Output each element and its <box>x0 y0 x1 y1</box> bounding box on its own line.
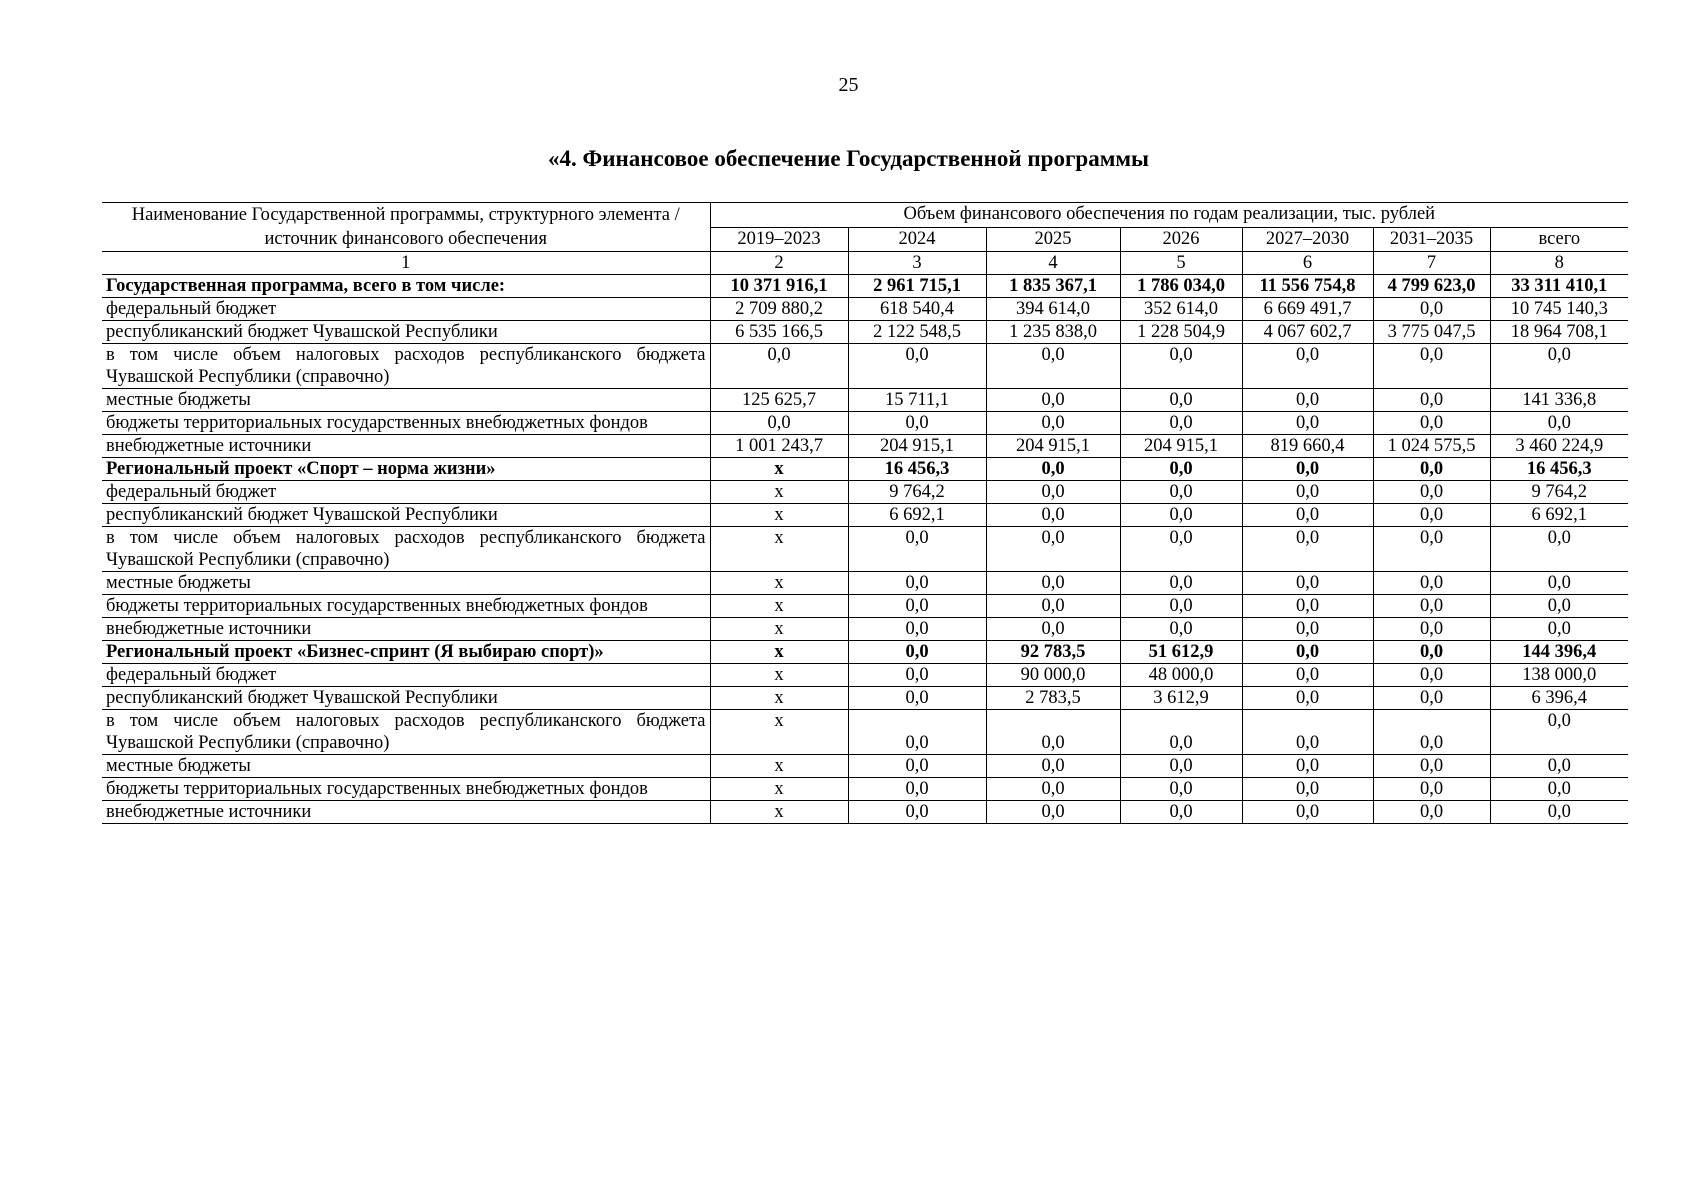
row-value: 9 764,2 <box>848 481 986 504</box>
row-value: х <box>710 801 848 824</box>
row-value: 1 001 243,7 <box>710 435 848 458</box>
row-value: 352 614,0 <box>1120 298 1242 321</box>
row-value: 0,0 <box>1120 481 1242 504</box>
row-value: 0,0 <box>1242 344 1373 389</box>
table-row <box>102 298 1628 321</box>
row-value: х <box>710 664 848 687</box>
row-value: 204 915,1 <box>1120 435 1242 458</box>
row-name: бюджеты территориальных государственных внебюджетных фондов <box>102 412 710 435</box>
column-number: 7 <box>1373 252 1490 275</box>
row-value: 2 783,5 <box>986 687 1120 710</box>
page-number: 25 <box>838 74 859 96</box>
row-value: 0,0 <box>1373 412 1490 435</box>
row-value: 0,0 <box>1373 755 1490 778</box>
row-value: 0,0 <box>986 389 1120 412</box>
row-value: 0,0 <box>848 755 986 778</box>
row-value: 0,0 <box>1242 595 1373 618</box>
table-row <box>102 595 1628 618</box>
row-value: 33 311 410,1 <box>1490 275 1628 298</box>
row-name: Государственная программа, всего в том числе: <box>102 275 710 298</box>
row-value: 0,0 <box>986 618 1120 641</box>
header-name: Наименование Государственной программы, структурного элемента / источник финансового обеспечения <box>102 203 710 252</box>
row-value: 0,0 <box>1242 572 1373 595</box>
header-year: 2025 <box>986 227 1120 252</box>
row-value: 0,0 <box>1242 778 1373 801</box>
row-value: 125 625,7 <box>710 389 848 412</box>
row-value: 0,0 <box>1242 618 1373 641</box>
row-value: 0,0 <box>848 595 986 618</box>
table-row <box>102 504 1628 527</box>
row-value: 0,0 <box>1373 687 1490 710</box>
row-value: 0,0 <box>1490 344 1628 389</box>
row-value: 0,0 <box>986 344 1120 389</box>
row-value: 0,0 <box>1242 458 1373 481</box>
column-number: 6 <box>1242 252 1373 275</box>
column-number: 5 <box>1120 252 1242 275</box>
row-value: 0,0 <box>1490 527 1628 572</box>
row-value: 0,0 <box>986 572 1120 595</box>
row-value: х <box>710 481 848 504</box>
row-value: 204 915,1 <box>986 435 1120 458</box>
row-value: 141 336,8 <box>1490 389 1628 412</box>
table-row <box>102 801 1628 824</box>
row-value: 0,0 <box>1120 504 1242 527</box>
row-value: 0,0 <box>986 755 1120 778</box>
row-name: в том числе объем налоговых расходов республиканского бюджета Чувашской Республики (справочно) <box>102 710 710 755</box>
row-value: 6 692,1 <box>1490 504 1628 527</box>
row-value: 0,0 <box>1242 664 1373 687</box>
row-value: 0,0 <box>1120 344 1242 389</box>
row-value: 0,0 <box>848 344 986 389</box>
header-year: 2026 <box>1120 227 1242 252</box>
row-value: 48 000,0 <box>1120 664 1242 687</box>
row-value: 6 692,1 <box>848 504 986 527</box>
row-value: 10 371 916,1 <box>710 275 848 298</box>
row-value: 0,0 <box>1490 595 1628 618</box>
row-name: республиканский бюджет Чувашской Республики <box>102 321 710 344</box>
row-value: 0,0 <box>1120 412 1242 435</box>
row-value: 15 711,1 <box>848 389 986 412</box>
row-value: 0,0 <box>1120 595 1242 618</box>
row-value: 0,0 <box>1490 572 1628 595</box>
row-value: 0,0 <box>1242 755 1373 778</box>
row-value: 51 612,9 <box>1120 641 1242 664</box>
row-value: 0,0 <box>1120 527 1242 572</box>
row-value: 3 775 047,5 <box>1373 321 1490 344</box>
row-value: х <box>710 710 848 755</box>
row-value: 0,0 <box>1242 710 1373 755</box>
row-value: 0,0 <box>1242 687 1373 710</box>
row-value: 16 456,3 <box>848 458 986 481</box>
header-year: 2024 <box>848 227 986 252</box>
row-value: 0,0 <box>1490 618 1628 641</box>
row-value: 3 612,9 <box>1120 687 1242 710</box>
row-name: федеральный бюджет <box>102 664 710 687</box>
row-value: 0,0 <box>1242 481 1373 504</box>
row-name: федеральный бюджет <box>102 481 710 504</box>
row-name: в том числе объем налоговых расходов республиканского бюджета Чувашской Республики (справочно) <box>102 527 710 572</box>
row-value: 1 835 367,1 <box>986 275 1120 298</box>
row-value: 0,0 <box>848 641 986 664</box>
row-value: 2 122 548,5 <box>848 321 986 344</box>
table-row <box>102 687 1628 710</box>
header-group: Объем финансового обеспечения по годам реализации, тыс. рублей <box>710 203 1628 228</box>
financing-table <box>102 202 1628 824</box>
row-value: х <box>710 778 848 801</box>
row-value: х <box>710 755 848 778</box>
row-value: 92 783,5 <box>986 641 1120 664</box>
row-value: х <box>710 504 848 527</box>
header-year: всего <box>1490 227 1628 252</box>
table-row <box>102 755 1628 778</box>
row-value: 0,0 <box>1242 641 1373 664</box>
row-value: х <box>710 687 848 710</box>
row-value: 0,0 <box>1120 710 1242 755</box>
row-value: 6 396,4 <box>1490 687 1628 710</box>
row-value: 0,0 <box>1373 618 1490 641</box>
row-value: 6 535 166,5 <box>710 321 848 344</box>
row-value: 0,0 <box>710 412 848 435</box>
row-name: федеральный бюджет <box>102 298 710 321</box>
row-value: 0,0 <box>1490 755 1628 778</box>
row-value: 0,0 <box>848 778 986 801</box>
table-row <box>102 710 1628 755</box>
row-value: 11 556 754,8 <box>1242 275 1373 298</box>
row-value: 819 660,4 <box>1242 435 1373 458</box>
row-value: 6 669 491,7 <box>1242 298 1373 321</box>
row-value: 0,0 <box>1120 458 1242 481</box>
row-value: 2 709 880,2 <box>710 298 848 321</box>
row-name: местные бюджеты <box>102 389 710 412</box>
row-value: 0,0 <box>1120 755 1242 778</box>
table-row <box>102 275 1628 298</box>
row-value: 0,0 <box>1373 504 1490 527</box>
row-value: 0,0 <box>1490 412 1628 435</box>
row-value: 0,0 <box>1120 572 1242 595</box>
row-name: местные бюджеты <box>102 755 710 778</box>
row-value: 0,0 <box>848 527 986 572</box>
row-value: 0,0 <box>1242 412 1373 435</box>
table-row <box>102 641 1628 664</box>
row-value: 394 614,0 <box>986 298 1120 321</box>
row-value: 0,0 <box>1373 641 1490 664</box>
row-value: 90 000,0 <box>986 664 1120 687</box>
row-value: 16 456,3 <box>1490 458 1628 481</box>
table-row <box>102 664 1628 687</box>
row-value: 0,0 <box>1373 481 1490 504</box>
row-value: 0,0 <box>1242 527 1373 572</box>
row-value: 0,0 <box>1120 389 1242 412</box>
row-value: х <box>710 527 848 572</box>
row-value: 0,0 <box>1373 389 1490 412</box>
row-value: 0,0 <box>1242 801 1373 824</box>
row-value: 0,0 <box>848 664 986 687</box>
row-name: внебюджетные источники <box>102 801 710 824</box>
row-value: 0,0 <box>1120 778 1242 801</box>
row-value: 1 235 838,0 <box>986 321 1120 344</box>
row-value: 0,0 <box>848 801 986 824</box>
row-value: 0,0 <box>1373 664 1490 687</box>
row-value: 0,0 <box>848 687 986 710</box>
column-number: 4 <box>986 252 1120 275</box>
row-value: 0,0 <box>1373 458 1490 481</box>
section-title: «4. Финансовое обеспечение Государственной программы <box>548 146 1149 171</box>
row-value: 1 786 034,0 <box>1120 275 1242 298</box>
row-value: 0,0 <box>848 572 986 595</box>
row-value: 0,0 <box>986 801 1120 824</box>
table-row <box>102 321 1628 344</box>
row-name: в том числе объем налоговых расходов республиканского бюджета Чувашской Республики (справочно) <box>102 344 710 389</box>
row-value: 144 396,4 <box>1490 641 1628 664</box>
row-value: 0,0 <box>1373 298 1490 321</box>
table-row <box>102 458 1628 481</box>
row-value: 0,0 <box>986 595 1120 618</box>
row-value: 0,0 <box>1242 504 1373 527</box>
column-number: 1 <box>102 252 710 275</box>
header-year: 2027–2030 <box>1242 227 1373 252</box>
row-value: 1 228 504,9 <box>1120 321 1242 344</box>
row-value: 2 961 715,1 <box>848 275 986 298</box>
table-row <box>102 435 1628 458</box>
row-value: 0,0 <box>1373 778 1490 801</box>
row-value: 0,0 <box>848 618 986 641</box>
row-value: 0,0 <box>1490 710 1628 755</box>
row-value: 0,0 <box>1373 344 1490 389</box>
table-row <box>102 412 1628 435</box>
row-value: 0,0 <box>1373 710 1490 755</box>
row-value: 0,0 <box>986 504 1120 527</box>
row-value: 4 799 623,0 <box>1373 275 1490 298</box>
header-year: 2019–2023 <box>710 227 848 252</box>
table-row <box>102 778 1628 801</box>
row-value: 0,0 <box>1373 527 1490 572</box>
row-value: 0,0 <box>1120 801 1242 824</box>
column-number: 8 <box>1490 252 1628 275</box>
column-number: 2 <box>710 252 848 275</box>
table-row <box>102 618 1628 641</box>
row-value: 0,0 <box>1373 801 1490 824</box>
table-row <box>102 481 1628 504</box>
row-value: 0,0 <box>1373 595 1490 618</box>
row-value: 0,0 <box>1373 572 1490 595</box>
row-name: бюджеты территориальных государственных внебюджетных фондов <box>102 778 710 801</box>
row-name: республиканский бюджет Чувашской Республики <box>102 687 710 710</box>
row-value: 0,0 <box>986 778 1120 801</box>
row-name: Региональный проект «Спорт – норма жизни» <box>102 458 710 481</box>
table-row <box>102 389 1628 412</box>
row-value: 3 460 224,9 <box>1490 435 1628 458</box>
row-name: местные бюджеты <box>102 572 710 595</box>
row-value: 0,0 <box>986 412 1120 435</box>
row-value: 0,0 <box>848 412 986 435</box>
row-name: Региональный проект «Бизнес-спринт (Я выбираю спорт)» <box>102 641 710 664</box>
row-value: 0,0 <box>986 710 1120 755</box>
row-value: 138 000,0 <box>1490 664 1628 687</box>
row-name: бюджеты территориальных государственных внебюджетных фондов <box>102 595 710 618</box>
row-name: внебюджетные источники <box>102 618 710 641</box>
row-value: 0,0 <box>986 481 1120 504</box>
row-value: х <box>710 458 848 481</box>
row-value: 0,0 <box>1120 618 1242 641</box>
row-value: 204 915,1 <box>848 435 986 458</box>
row-value: 0,0 <box>848 710 986 755</box>
row-value: 0,0 <box>1242 389 1373 412</box>
row-value: 0,0 <box>710 344 848 389</box>
table-row <box>102 344 1628 389</box>
row-name: внебюджетные источники <box>102 435 710 458</box>
table-row <box>102 572 1628 595</box>
row-value: х <box>710 641 848 664</box>
table-row <box>102 527 1628 572</box>
header-year: 2031–2035 <box>1373 227 1490 252</box>
row-value: 10 745 140,3 <box>1490 298 1628 321</box>
row-value: х <box>710 595 848 618</box>
row-value: 1 024 575,5 <box>1373 435 1490 458</box>
row-value: 0,0 <box>1490 801 1628 824</box>
row-value: 4 067 602,7 <box>1242 321 1373 344</box>
row-value: 0,0 <box>986 527 1120 572</box>
column-number: 3 <box>848 252 986 275</box>
row-value: 618 540,4 <box>848 298 986 321</box>
row-value: 9 764,2 <box>1490 481 1628 504</box>
row-value: х <box>710 618 848 641</box>
row-name: республиканский бюджет Чувашской Республики <box>102 504 710 527</box>
row-value: 18 964 708,1 <box>1490 321 1628 344</box>
row-value: 0,0 <box>1490 778 1628 801</box>
row-value: 0,0 <box>986 458 1120 481</box>
row-value: х <box>710 572 848 595</box>
